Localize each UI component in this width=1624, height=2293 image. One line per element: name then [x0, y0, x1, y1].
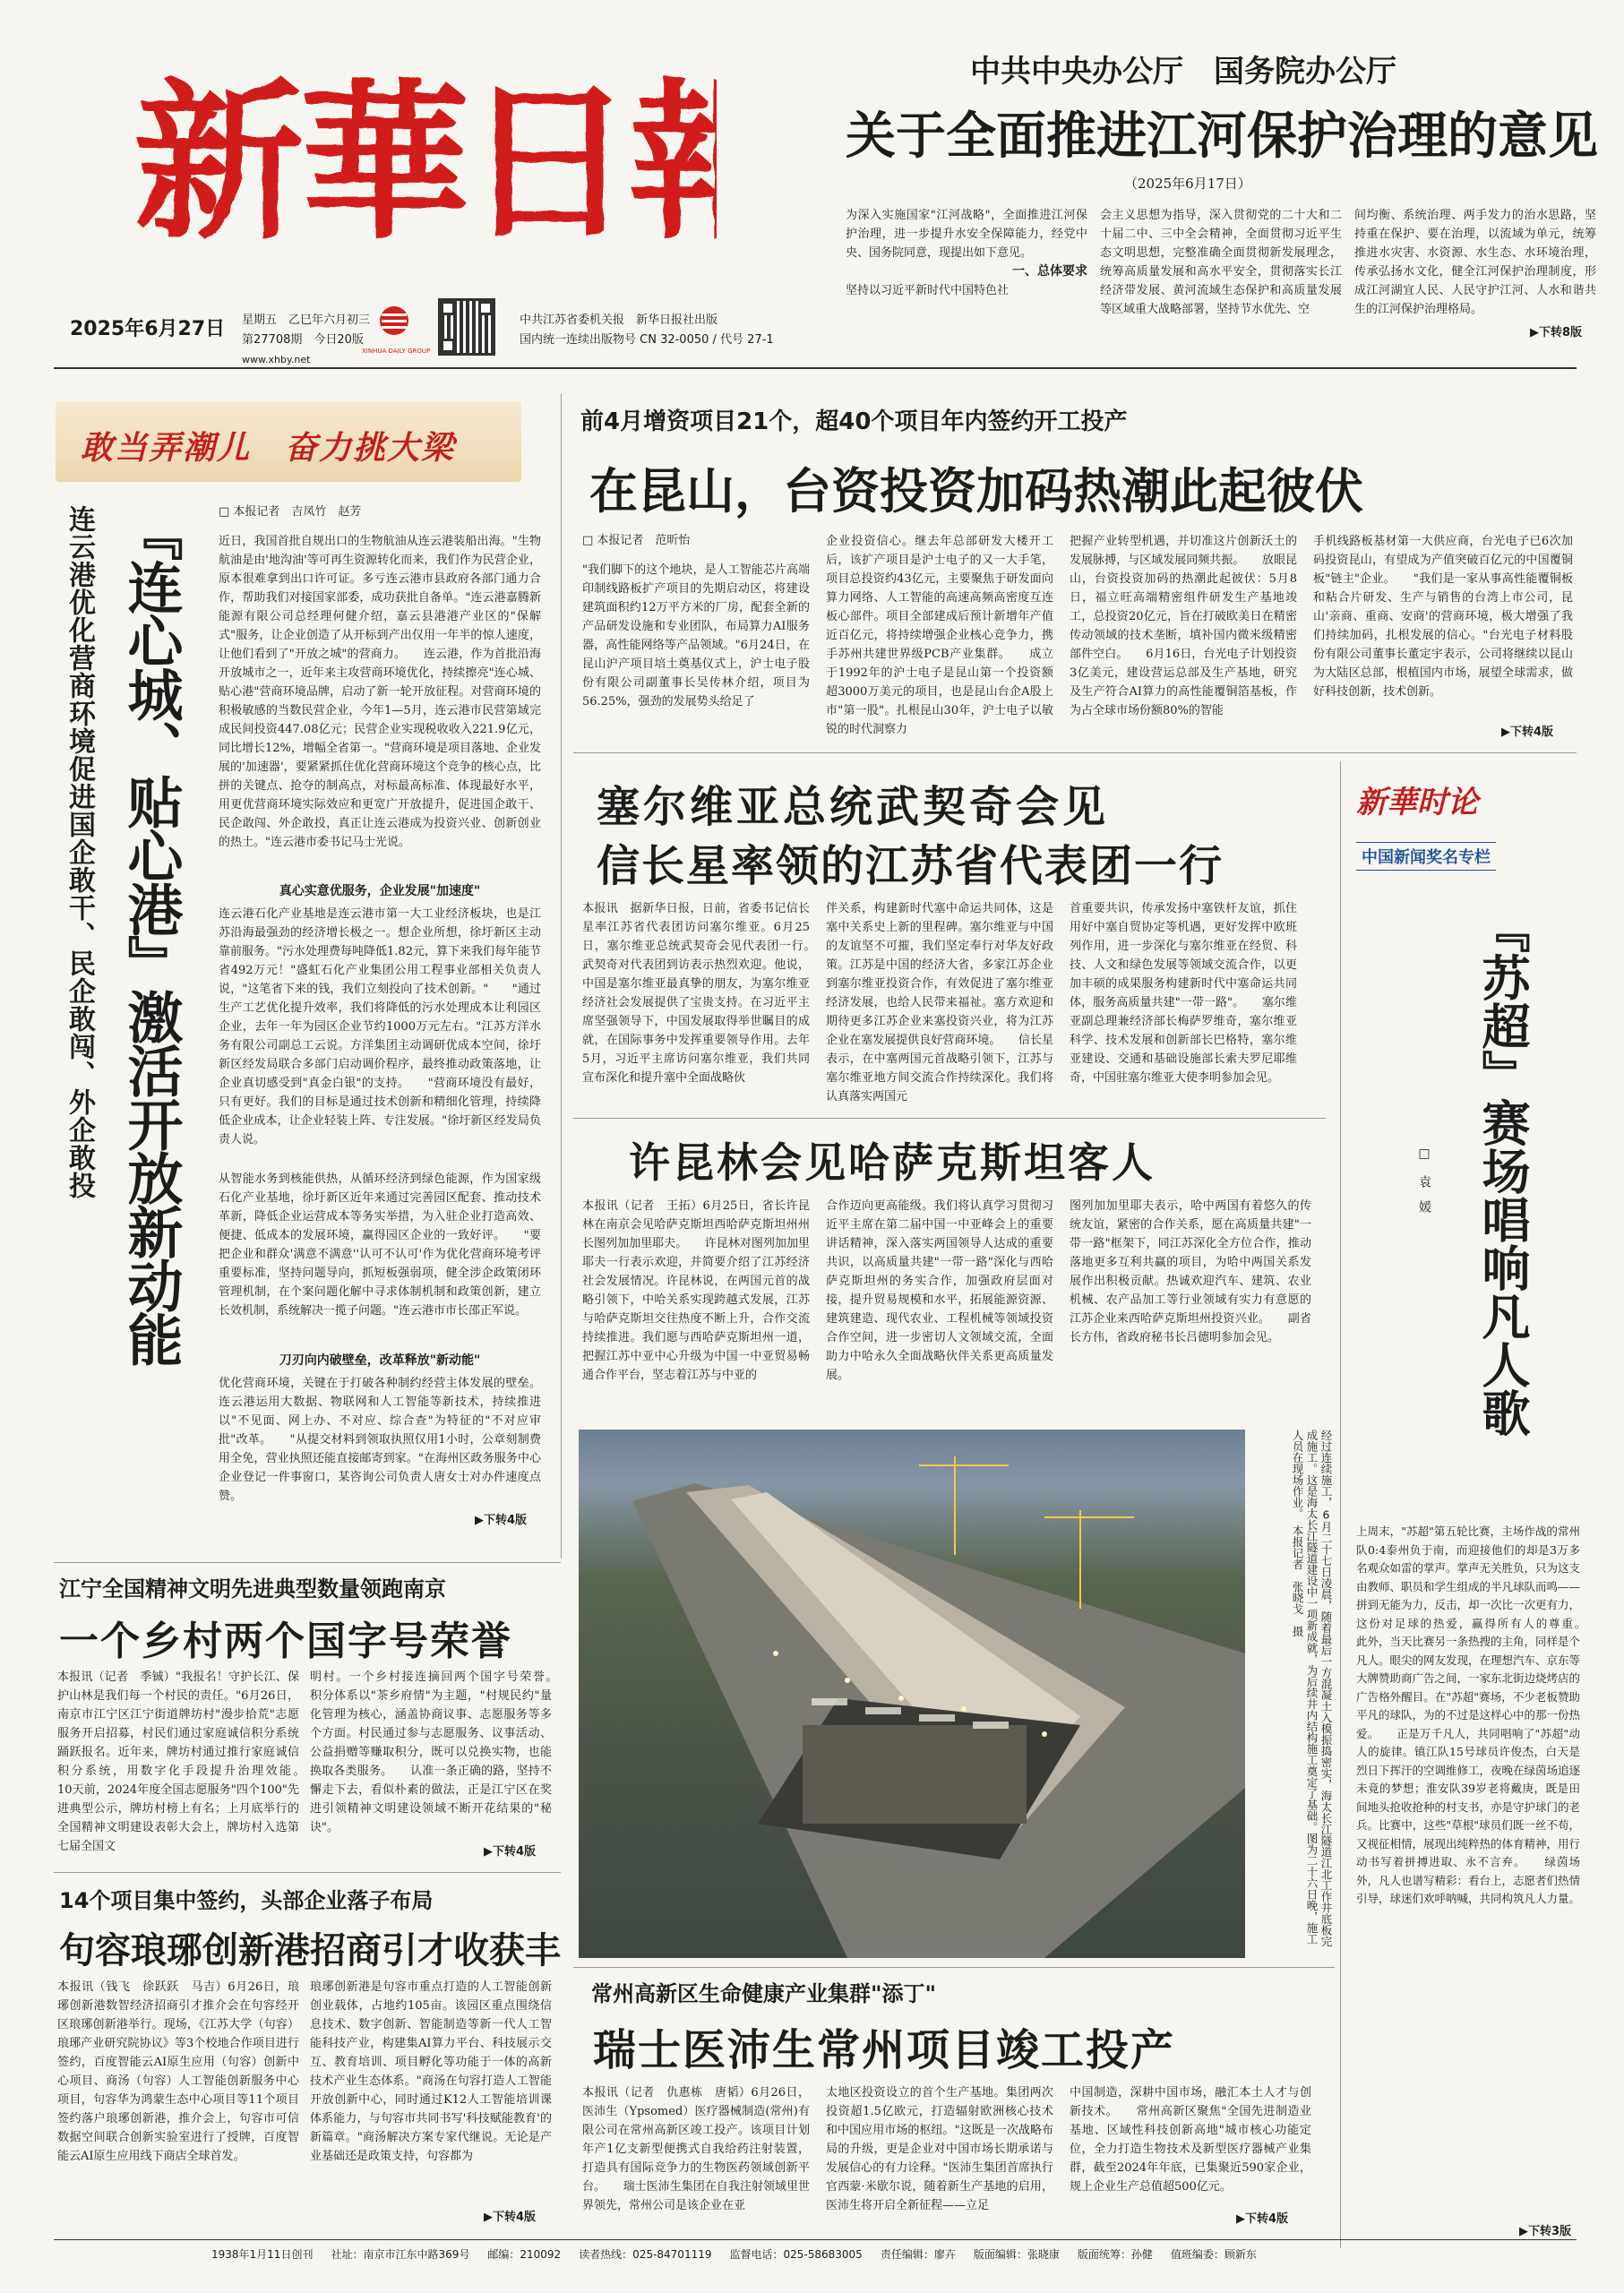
- serbia-headline-line1: 塞尔维亚总统武契奇会见: [597, 782, 1110, 832]
- kunshan-byline: □ 本报记者 范昕怡: [582, 534, 691, 547]
- footer-layout-editor: 版面编辑：张晓康: [973, 2248, 1060, 2261]
- construction-photo-art: [579, 1430, 1245, 1958]
- lead-story-col1: 近日，我国首批自规出口的生物航油从连云港装船出海。"生物航油是由'地沟油'等可再生资源转化而来，我们作为民营企业，原本很难拿到出口许可证。多亏连云港市县政府各部门通力合作，帮助我们对接国家部委，成功获批自备单。"连云港嘉腾新能源有限公司总经理何健介绍，嘉云县港港产业区的"保解式"服务，让企业创造了从开标到产出仅用一年半的惊人速度，让他们看到了"开放之城"的营商力。 连云港，作为首批沿海开放城市之一，近年来主攻营商环境优化，持续擦亮"连心城、贴心港"营商环境品牌，启动了新一轮开放征程。对营商环境的积极敏感的当数民营企业，今年1—5月，连云港市民营第域完成民间投资447.08亿元；民营企业实现税收收入221.9亿元，同比增长12%，增幅全省第一。"营商环境是项目落地、企业发展的'加速器'，要紧紧抓住优化营商环境这个竞争的核心点，比拼的关键点、抢夺的制高点，对标最高标准、体现最好水平，用更优营商环境实际效应和更宽广开放提升，促进国企敢干、民企敢闯、外企敢投，真正让连云港成为投资兴业、创新创业的热土。"连云港市委书记马士光说。: [219, 535, 541, 849]
- lead-story-byline: □ 本报记者 吉凤竹 赵芳: [219, 505, 362, 519]
- lead-story-headline: 『连心城、贴心港』激活开放新动能: [118, 505, 184, 1365]
- masthead-serial: 国内统一连续出版物号 CN 32-0050 / 代号 27-1: [520, 333, 774, 347]
- top-article-col1-text: 为深入实施国家"江河战略"，全面推进江河保护治理，进一步提升水安全保障能力，经党中央、国务院同意，现提出如下意见。: [846, 209, 1087, 260]
- top-article-col2: 会主义思想为指导，深入贯彻党的二十大和二十届二中、三中全会精神，全面贯彻习近平生态文明思想，完整准确全面贯彻新发展理念，统筹高质量发展和高水平安全，贯彻落实长江经济带发展、黄河流域生态保护和高质量发展等区域重大战略部署，坚持节水优先、空: [1100, 209, 1342, 316]
- jurong-col1: 本报讯（钱飞 徐跃跃 马吉）6月26日，琅琊创新港数智经济招商引才推介会在句容经开区琅琊创新港举行。现场，《江苏大学（句容）琅琊产业研究院协议》等3个校地合作项目进行签约，百度智能云AI原生应用（句容）创新中心项目、商汤（句容）人工智能创新服务中心项目，句容华为鸿蒙生态中心项目等11个项目签约落户琅琊创新港，推介会上，句容市可信数据空间联合创新实验室进行了授牌，百度智能云AI原生应用线下商店全球首发。: [57, 1980, 299, 2163]
- masthead-title-text: 新華日報: [134, 63, 717, 258]
- commentary-brand: 新華时论: [1356, 785, 1478, 820]
- commentary-award: 中国新闻奖名专栏: [1356, 842, 1496, 871]
- top-article-col1-tail: 坚持以习近平新时代中国特色社: [846, 284, 1010, 297]
- footer-divider: [54, 2239, 1577, 2240]
- masthead-sponsor: 中共江苏省委机关报 新华日报社出版: [520, 313, 718, 327]
- lead-story-col2b: 优化营商环境，关键在于打破各种制约经营主体发展的壁垒。连云港运用大数据、物联网和人工智能等新技术，持续推进以"不见面、网上办、不对应、综合查"为特征的"不对应审批"改革。 "从提交材料到领取执照仅用1小时，公章刻制费用全免，营业执照还能直接邮寄到家。"在海州区政务服务中心企业登记一件事窗口，某咨询公司负责人唐女士对办件速度点赞。: [219, 1377, 541, 1503]
- jurong-kicker: 14个项目集中签约，头部企业落子布局: [59, 1888, 434, 1913]
- changzhou-turn-link[interactable]: ▶下转4版: [1236, 2212, 1289, 2226]
- changzhou-kicker: 常州高新区生命健康产业集群"添丁": [591, 1981, 937, 2006]
- masthead: [0, 0, 860, 365]
- top-article-col3: 间均衡、系统治理、两手发力的治水思路，坚持重在保护、要在治理，以流域为单元，统筹推进水灾害、水资源、水生态、水环境治理，传承弘扬水文化，健全江河保护治理制度，形成江河湖宜人民、人民守护江河、人水和谐共生的江河保护治理格局。: [1354, 209, 1596, 316]
- changzhou-headline: 瑞士医沛生常州项目竣工投产: [593, 2025, 1176, 2075]
- kunshan-col4: 手机线路板基材第一大供应商，台光电子已6次加码投资昆山，有望成为产值突破百亿元的中国覆铜板"链主"企业。 "我们是一家从事高性能覆铜板和粘合片研发、生产与销售的台湾上市公司，昆山'亲商、重商、安商'的营商环境，极大增强了我们持续加码，扎根发展的信心。"台光电子材料股份有限公司董事长董定宇表示，公司将继续以昆山为大陆区总部，根植国内市场，展望全球需求，做好科技创新，技术创新。: [1313, 535, 1573, 699]
- kunshan-turn-link[interactable]: ▶下转4版: [1501, 726, 1554, 739]
- footer-postcode: 邮编：210092: [487, 2248, 562, 2261]
- lead-story-subhead-2: 刀刃向内破壁垒，改革释放"新动能": [279, 1353, 481, 1368]
- top-article-col1-subhead: 一、总体要求: [1012, 264, 1087, 279]
- section-divider-lead: [54, 1562, 561, 1563]
- kazakh-headline: 许昆林会见哈萨克斯坦客人: [629, 1138, 1156, 1187]
- masthead-issue: 第27708期 今日20版: [242, 333, 364, 347]
- jiangning-kicker: 江宁全国精神文明先进典型数量领跑南京: [59, 1576, 446, 1602]
- footer-address: 社址：南京市江东中路369号: [331, 2248, 470, 2261]
- column-divider-left: [561, 394, 562, 1559]
- top-article-headline: 关于全面推进江河保护治理的意见: [846, 107, 1598, 166]
- commentary-headline: 『苏超』赛场唱响凡人歌: [1474, 905, 1532, 1437]
- section-divider-photo: [573, 1967, 1335, 1968]
- top-article-dateline: （2025年6月17日）: [1124, 176, 1251, 192]
- qr-code-icon[interactable]: [441, 301, 493, 353]
- lead-story-turn-link[interactable]: ▶下转4版: [475, 1514, 528, 1527]
- jiangning-turn-link[interactable]: ▶下转4版: [484, 1845, 537, 1859]
- changzhou-col3: 中国制造，深耕中国市场，融汇本土人才与创新技术。 常州高新区聚焦"全国先进制造业基地、区域性科技创新高地"城市核心功能定位，全力打造生物技术及新型医疗器械产业集群，截至2024年年底，已集聚近590家企业，规上企业生产总值超500亿元。: [1070, 2086, 1311, 2194]
- serbia-col1: 本报讯 据新华日报，日前，省委书记信长星率江苏省代表团访问塞尔维亚。6月25日，塞尔维亚总统武契奇会见代表团一行。 武契奇对代表团到访表示热烈欢迎。他说，中国是塞尔维亚最真挚的朋友，为塞尔维亚经济社会发展提供了宝贵支持。在习近平主席坚强领导下，中国发展取得举世瞩目的成就，在国际事务中发挥重要领导作用。去年5月，习近平主席访问塞尔维亚，我们共同宣布深化和提升塞中全面战略伙: [582, 902, 810, 1085]
- kazakh-col2: 合作迈向更高能级。我们将认真学习贯彻习近平主席在第二届中国一中亚峰会上的重要讲话精神，深入落实两国领导人达成的重要共识，以高质量共建"一带一路"深化与西哈萨克斯坦州的务实合作，加强政府层面对接，提升贸易规模和水平，拓展能源资源、建筑建造、现代农业、工程机械等领域投资合作空间，进一步密切人文领域交流，全面助力中哈永久全面战略伙伴关系更高质量发展。: [826, 1199, 1053, 1382]
- jurong-col2: 琅琊创新港是句容市重点打造的人工智能创新创业载体，占地约105亩。该园区重点围绕信息技术、数字创新、智能制造等新一代人工智能科技产业，构建集AI算力平台、科技展示交互、教育培训、项目孵化等功能于一体的高新技术产业生态体系。"商汤在句容打造人工智能开放创新中心，同时通过K12人工智能培训课体系能力，与句容市共同书写'科技赋能教育'的新篇章。"商汤解决方案专家代继说。无论是产业基础还是政策支持，句容都为: [310, 1980, 552, 2163]
- masthead-weekday: 星期五 乙巳年六月初三: [242, 313, 371, 327]
- footer-duty-editor: 值班编委：顾新东: [1170, 2248, 1257, 2261]
- section-divider-jiangning: [54, 1872, 561, 1873]
- changzhou-col1: 本报讯（记者 仇惠栋 唐韬）6月26日，医沛生（Ypsomed）医疗器械制造(常州)有限公司在常州高新区竣工投产。该项目计划年产1亿支新型便携式自我给药注射装置，打造具有国际竞争力的生物医药领域创新平台。 瑞士医沛生集团在自我注射领域里世界领先，常州公司是该企业在亚: [582, 2086, 810, 2212]
- serbia-col3: 首重要共识，传承发扬中塞铁杆友谊，抓住用好中塞自贸协定等机遇，更好发挥中欧班列作用，进一步深化与塞尔维亚在经贸、科技、人文和绿色发展等领域交流合作，以更加丰硕的成果服务构建新时代中塞命运共同体，服务高质量共建"一带一路"。 塞尔维亚副总理兼经济部长梅萨罗维奇，塞尔维亚科学、技术发展和创新部长巴格特，塞尔维亚建设、交通和基础设施部长索夫罗尼耶维奇，中国驻塞尔维亚大使李明参加会见。: [1070, 902, 1297, 1085]
- serbia-headline-line2: 信长星率领的江苏省代表团一行: [597, 841, 1224, 891]
- masthead-logo-art: [134, 34, 717, 258]
- footer-coordinator: 版面统筹：孙健: [1077, 2248, 1153, 2261]
- kunshan-col3: 把握产业转型机遇，并切准这片创新沃土的发展脉搏，与区域发展同频共振。 放眼昆山，台资投资加码的热潮此起彼伏：5月8日，福立旺高端精密组件研发生产基地竣工，总投资20亿元，旨在打破欧美日在精密传动领域的技术垄断，填补国内微米级精密部件空白。 6月16日，台光电子计划投资3亿美元，建设营运总部及生产基地，研究及生产符合AI算力的高性能覆铜箔基板，作为占全球市场份额80%的智能: [1070, 535, 1297, 717]
- section-divider-kunshan: [573, 752, 1577, 753]
- top-article-kicker: 中共中央办公厅 国务院办公厅: [970, 54, 1396, 90]
- lead-story-col2: 从智能水务到核能供热，从循环经济到绿色能源，作为国家级石化产业基地，徐圩新区近年来通过完善园区配套、推动技术革新，降低企业运营成本等务实举措，为入驻企业打造高效、便捷、低成本的发展环境，赢得园区企业的一致好评。 "要把企业和群众'满意不满意''认可不认可'作为优化营商环境考评重要标准，坚持问题导向，抓短板强弱项，健全涉企政策闭环管理机制，在个案问题化解中寻求体制机制和政策创新，建立长效机制，系统解决一揽子问题。"连云港市市长邵正军说。: [219, 1172, 541, 1318]
- commentary-text: 上周末，"苏超"第五轮比赛，主场作战的常州队0:4泰州负于南，而迎接他们的却是3万多名观众如雷的掌声。掌声无关胜负，只为这支由教师、职员和学生组成的半凡球队而鸣——拼到无能为力，反击，却一次比一次更有力，这份对足球的热爱，赢得所有人的尊重。 此外，当天比赛另一条热搜的主角，同样是个凡人。眼尖的网友发现，在理想汽车、京东等大牌赞助商广告之间，一家东北街边烧烤店的广告格外醒目。在"苏超"赛场，不少老板赞助平凡的球队，为的不过是这样心中的那一份热爱。 正是万千凡人，共同唱响了"苏超"动人的旋律。镇江队15号球员许俊杰，白天是烈日下挥汗的空调维修工，夜晚在绿茵场追逐未竟的梦想；淮安队39岁老将戴庚，既是田间地头抢收抢种的村支书，亦是守护球门的老兵。比赛中，这些"草根"球员们既一丝不苟，又视征相情，展现出纯粹热的体育精神，用行动书写着拼搏进取、永不言弃。 绿茵场外，凡人也谱写精彩：看台上，志愿者们热情引导，球迷们欢呼呐喊，共同构筑凡人力量。: [1356, 1524, 1580, 1905]
- commentary-turn-link[interactable]: ▶下转3版: [1519, 2225, 1572, 2238]
- changzhou-col2: 太地区投资设立的首个生产基地。集团两次投资超1.5亿欧元，打造辐射欧洲核心技术和中国应用市场的枢纽。"这既是一次战略布局的升级，更是企业对中国市场长期承诺与发展信心的有力诠释。"医沛生集团首席执行官西蒙·米歇尔说，随着新生产基地的启用，医沛生将开启全新征程——立足: [826, 2086, 1053, 2212]
- lead-story-col1b: 连云港石化产业基地是连云港市第一大工业经济板块，也是江苏沿海最强劲的经济增长极之一。想企业所想，徐圩新区主动靠前服务。"污水处理费每吨降低1.82元，算下来我们每年能节省492万元！"盛虹石化产业集团公用工程事业部相关负责人说，"这笔省下来的钱，我们立刻投向了技术创新。" "通过生产工艺优化提升效率，我们将降低的污水处理成本让利园区企业，去年一年为园区企业节约1000万元左右。"江苏方洋水务有限公司副总工云说。方洋集团主动调研优成本空间，徐圩新区经发局联合多部门启动调价程序，最终推动政策落地，让企业真切感受到"真金白银"的支持。 "营商环境没有最好，只有更好。我们的目标是通过技术创新和精细化管理，持续降低企业成本，让企业轻装上阵、专注发展。"徐圩新区经发局负责人说。: [219, 907, 541, 1146]
- masthead-website[interactable]: www.xhby.net: [242, 354, 311, 365]
- jurong-turn-link[interactable]: ▶下转4版: [484, 2211, 537, 2224]
- construction-photo: [579, 1430, 1245, 1958]
- masthead-logo: [134, 34, 717, 258]
- footer-reader-hotline: 读者热线：025-84701119: [579, 2248, 712, 2261]
- lead-story-subhead-1: 真心实意优服务，企业发展"加速度": [279, 884, 481, 898]
- column-divider-right: [1340, 761, 1341, 2248]
- kunshan-kicker: 前4月增资项目21个，超40个项目年内签约开工投产: [580, 408, 1128, 435]
- kunshan-col2: 企业投资信心。继去年总部研发大楼开工后，该扩产项目是沪士电子的又一大手笔，项目总投资约43亿元，主要聚焦于研发面向算力网络、人工智能的高速高频高密度互连板心部件。项目全部建成后预计新增年产值近百亿元，将持续增强企业核心竞争力，携手苏州共建世界级PCB产业集群。 成立于1992年的沪士电子是昆山第一个投资额超3000万美元的项目，也是昆山台企A股上市"第一股"。扎根昆山30年，沪士电子以敏锐的时代洞察力: [826, 535, 1053, 736]
- footer-bar: [211, 2246, 1421, 2262]
- top-article-turn-link[interactable]: ▶下转8版: [1530, 326, 1583, 339]
- lead-story-kicker: 连云港优化营商环境促进国企敢干、民企敢闯、外企敢投: [64, 505, 95, 1199]
- footer-founded: 1938年1月11日创刊: [211, 2248, 314, 2261]
- kunshan-col1: "我们脚下的这个地块，是人工智能芯片高端印制线路板扩产项目的先期启动区，将建设建筑面积约12万平方米的厂房，配套全新的产品研发设施和专业团队，布局算力AI服务器，高性能网络等产品领域。"6月24日，在昆山沪产项目培土奠基仪式上，沪士电子股份有限公司副董事长吴传林介绍，项目为56.25%，强劲的发展势头给足了: [582, 563, 810, 709]
- jiangning-headline: 一个乡村两个国字号荣誉: [59, 1619, 512, 1664]
- group-logo-caption: XINHUA DAILY GROUP: [362, 348, 431, 355]
- masthead-date: 2025年6月27日: [70, 318, 226, 340]
- jiangning-col2: 明村。一个乡村接连摘回两个国字号荣誉。 积分体系以"茶乡府情"为主题，"村规民约"量化管理为核心，涵盖协商议事、志愿服务等多个方面。村民通过参与志愿服务、议事活动、公益捐赠等赚取积分，既可以兑换实物，也能换取各类服务。 认准一条正确的路，坚持不懈走下去，看似朴素的做法，正是江宁区在奖进引领精神文明建设领域不断开花结果的"秘诀"。: [310, 1670, 552, 1834]
- kazakh-col3: 图列加加里耶夫表示，哈中两国有着悠久的传统友谊，紧密的合作关系，愿在高质量共建"一带一路"框架下，同江苏深化全方位合作，推动落地更多互利共赢的项目，为哈中两国关系发展作出积极贡献。热诚欢迎汽车、建筑、农业机械、农产品加工等行业领域有实力有意愿的江苏企业来西哈萨克斯坦州投资兴业。 副省长方伟，省政府秘书长吕德明参加会见。: [1070, 1199, 1311, 1344]
- jiangning-col1: 本报讯（记者 季铖）"我报名！守护长江、保护山林是我们每一个村民的责任。"6月26日，南京市江宁区江宁街道牌坊村"漫步拾荒"志愿服务开启招募，村民们通过家庭诚信积分系统踊跃报名。近年来，牌坊村通过推行家庭诚信积分系统，用数字化手段提升治理效能。 10天前，2024年度全国志愿服务"四个100"先进典型公示，牌坊村榜上有名；上月底举行的全国精神文明建设表彰大会上，牌坊村入选第七届全国文: [57, 1670, 299, 1853]
- top-article-col1: [846, 206, 1087, 340]
- kunshan-headline: 在昆山，台资投资加码热潮此起彼伏: [589, 462, 1363, 520]
- slogan-text: 敢当弄潮儿 奋力挑大梁: [81, 429, 456, 467]
- serbia-col2: 伴关系，构建新时代塞中命运共同体，这是塞中关系史上新的里程碑。塞尔维亚与中国的友谊坚不可摧，我们坚定奉行对华友好政策。江苏是中国的经济大省，多家江苏企业到塞尔维亚投资合作，有效促进了塞尔维亚经济发展，也给人民带来福祉。塞方欢迎和期待更多江苏企业来塞投资兴业，将为江苏企业在塞发展提供良好营商环境。 信长星表示，在中塞两国元首战略引领下，江苏与塞尔维亚地方间交流合作持续深化。我们将认真落实两国元: [826, 902, 1053, 1104]
- section-divider-serbia: [573, 1118, 1326, 1119]
- kazakh-col1: 本报讯（记者 王拓）6月25日，省长许昆林在南京会见哈萨克斯坦西哈萨克斯坦州州长图列加加里耶夫。 许昆林对图列加加里耶夫一行表示欢迎，并简要介绍了江苏经济社会发展情况。许昆林说，在两国元首的战略引领下，中哈关系实现跨越式发展，江苏与哈萨克斯坦交往热度不断上升，合作交流持续推进。我们愿与西哈萨克斯坦州一道，把握江苏中亚中心升级为中国一中亚贸易畅通合作平台，坚志着江苏与中亚的: [582, 1199, 810, 1382]
- masthead-divider: [54, 367, 1577, 369]
- slogan-banner: [56, 401, 521, 482]
- footer-supervision-phone: 监督电话：025-58683005: [729, 2248, 863, 2261]
- commentary-byline: □ 袁 媛: [1417, 1146, 1431, 1213]
- footer-editor: 责任编辑：廖卉: [880, 2248, 956, 2261]
- group-logo-icon: [369, 303, 419, 348]
- jurong-headline: 句容琅琊创新港招商引才收获丰: [59, 1929, 561, 1971]
- photo-caption: 经过连续施工，6月二十七日凌晨，随着最后一方混凝土入模振捣密实，海太长江隧道江北工作井底板完成施工。这是海太长江隧道建设中一项新成就，为后续井内结构施工奠定了基础。图为二十六日晚，施工人员在现场作业。 本报记者 张晓戈 摄: [1291, 1430, 1333, 1947]
